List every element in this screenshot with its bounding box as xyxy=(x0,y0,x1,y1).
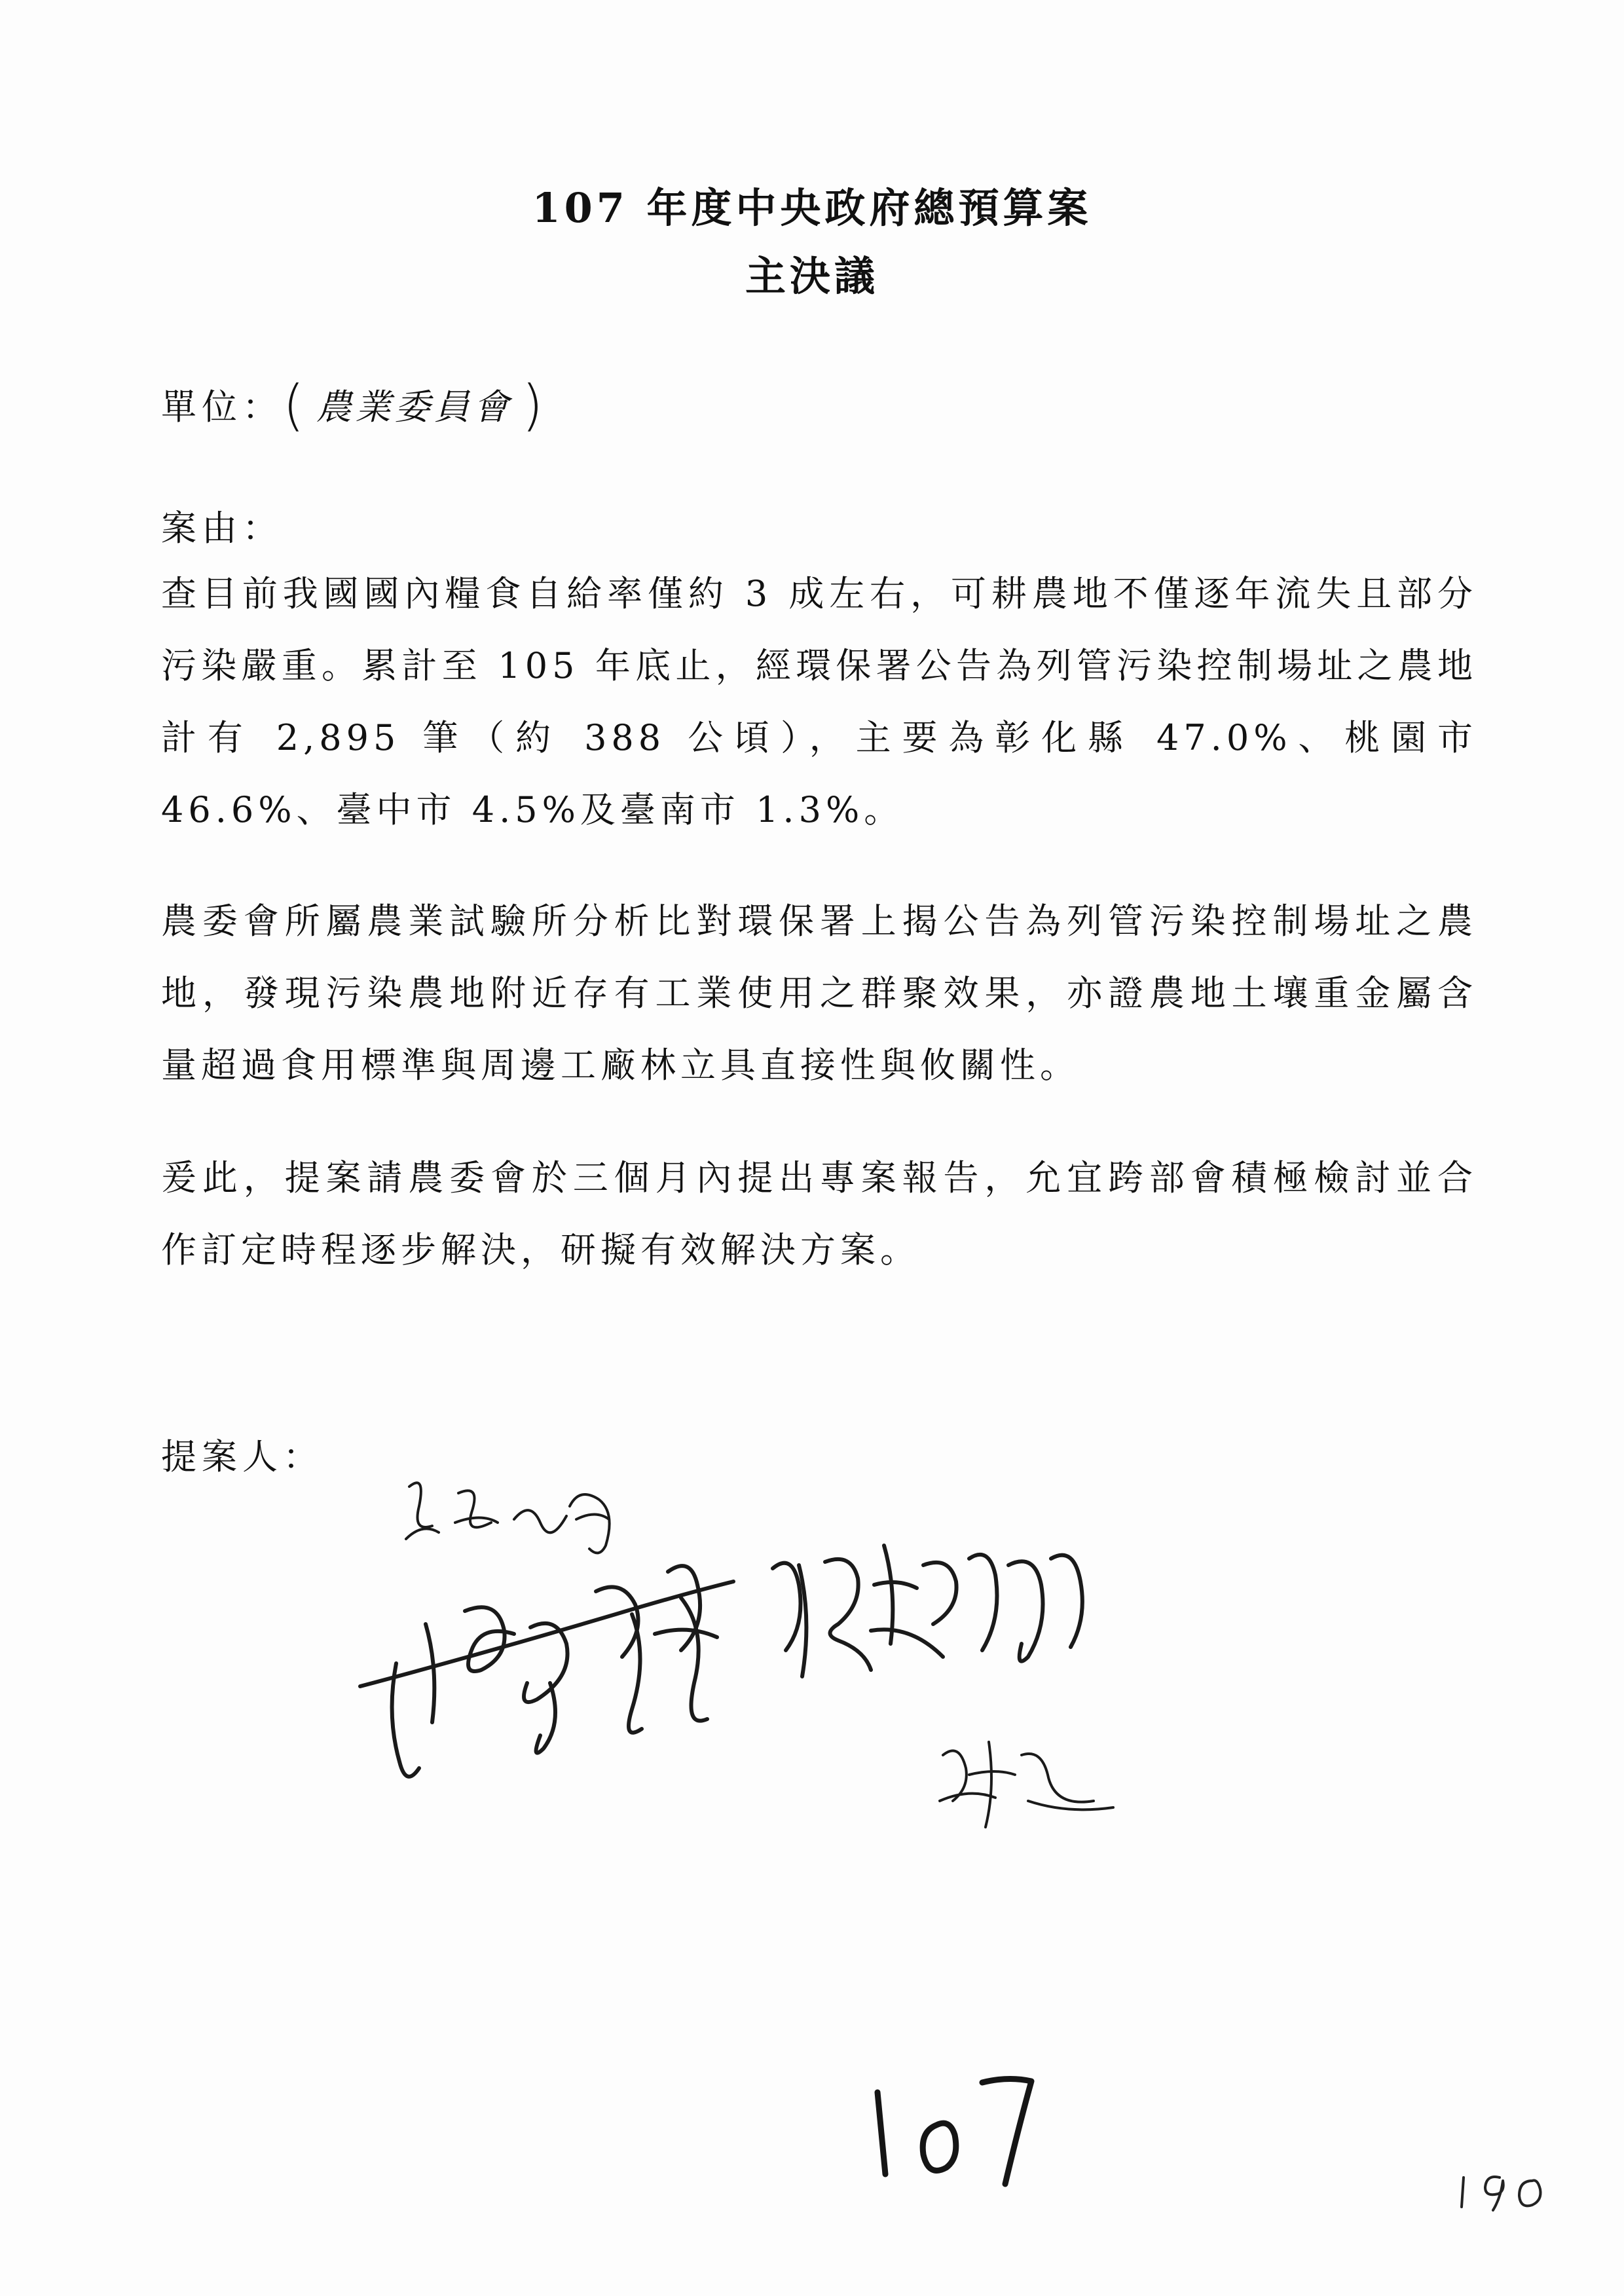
document-subtitle: 主決議 xyxy=(745,252,879,300)
reason-paragraph-2: 農委會所屬農業試驗所分析比對環保署上揭公告為列管污染控制場址之農地，發現污染農地附近存有工業使用之群聚效果，亦證農地土壤重金屬含量超過食用標準與周邊工廠林立具直接性與攸關性。 xyxy=(161,900,1477,1086)
signature-1 xyxy=(406,1483,610,1553)
unit-label: 單位： xyxy=(161,386,283,428)
unit-value: 農業委員會 xyxy=(316,386,513,428)
document-title: 107 年度中央政府總預算案 xyxy=(532,184,1092,232)
reason-paragraph-3: 爰此，提案請農委會於三個月內提出專案報告，允宜跨部會積極檢討並合作訂定時程逐步解決，研擬有效解決方案。 xyxy=(161,1157,1477,1270)
reason-label: 案由： xyxy=(161,508,283,549)
handwritten-number xyxy=(851,2063,1048,2194)
signature-2 xyxy=(360,1566,733,1777)
reason-paragraph-1: 查目前我國國內糧食自給率僅約 3 成左右，可耕農地不僅逐年流失且部分污染嚴重。累計至 105 年底止，經環保署公告為列管污染控制場址之農地計有 2,895 筆（約 388 公頃），主要為彰化縣 47.0%、桃園市 46.6%、臺中市 4.5%及臺南市 1.3%。 xyxy=(161,573,1477,830)
right-paren-mark: ) xyxy=(521,373,549,437)
signature-3 xyxy=(773,1546,1082,1676)
handwritten-page-number xyxy=(1454,2164,1559,2217)
unit-row xyxy=(161,373,549,437)
signatures-image xyxy=(341,1460,1323,1866)
signature-4 xyxy=(940,1742,1113,1827)
left-paren-mark: ( xyxy=(283,373,310,437)
proposer-label: 提案人： xyxy=(161,1436,323,1477)
